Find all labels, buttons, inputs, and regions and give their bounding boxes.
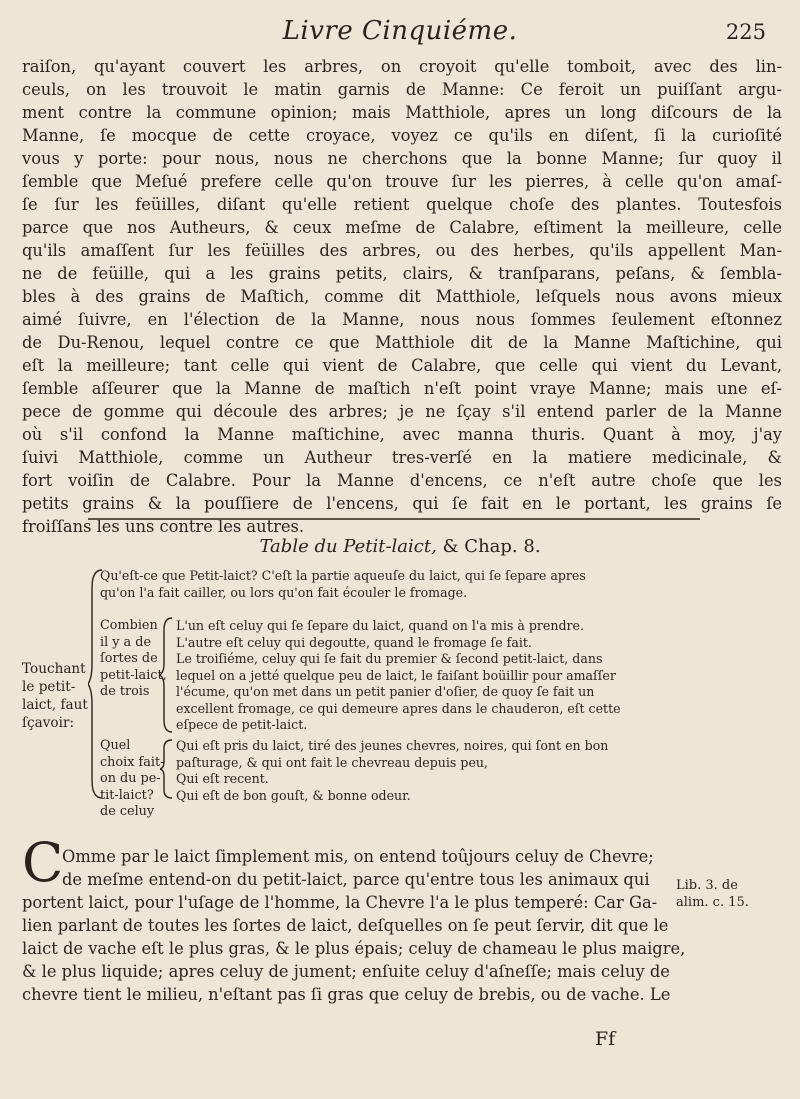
margin-note (676, 877, 749, 911)
text-line: laict de vache eſt le plus gras, & le plus épais; celuy de chameau le plus maigre, (22, 939, 686, 958)
text-line: froiſſans les uns contre les autres. (22, 517, 305, 536)
synopsis-label-line: on du pe- (100, 771, 161, 786)
text-line: de meſme entend-on du petit-laict, parce qu'entre tous les animaux qui (62, 870, 650, 889)
text-line: ne de feüille, qui a les grains petits, clairs, & tranſparans, peſans, & ſembla- (22, 264, 782, 283)
text-line: ſemble aſſeurer que la Manne de maſtich n'eſt point vraye Manne; mais une eſ- (22, 379, 782, 398)
text-line: de Du-Renou, lequel contre ce que Matthiole dit de la Manne Maſtichine, qui (22, 333, 782, 352)
synopsis-line: Qui eſt recent. (176, 771, 269, 786)
text-line: ment contre la commune opinion; mais Matthiole, apres un long diſcours de la (22, 103, 782, 122)
synopsis-label-line: de trois (100, 684, 150, 699)
synopsis-label-line: Quel (100, 738, 131, 753)
synopsis-line: l'écume, qu'on met dans un petit panier d'oſier, de quoy ſe fait un (176, 684, 595, 699)
synopsis-line: L'autre eſt celuy qui degoutte, quand le fromage ſe fait. (176, 634, 532, 650)
synopsis-q2-label (100, 618, 167, 701)
synopsis-q3-label (100, 738, 164, 821)
text-line: qu'ils amaſſent ſur les feüilles des arbres, ou des herbes, qu'ils appellent Man- (22, 241, 782, 260)
text-line: petits grains & la pouſſiere de l'encens, qui ſe fait en le portant, les grains ſe (22, 494, 782, 513)
text-line: bles à des grains de Maſtich, comme dit Matthiole, leſquels nous avons mieux (22, 287, 782, 306)
table-title-rest: & Chap. 8. (442, 536, 541, 557)
q3-brace (160, 738, 174, 800)
text-line: & le plus liquide; apres celuy de jument; enſuite celuy d'aſneſſe; mais celuy de (22, 962, 670, 981)
running-title: Livre Cinquiéme. (282, 16, 518, 46)
synopsis-line: eſpece de petit-laict. (176, 717, 308, 732)
text-line: où s'il confond la Manne maſtichine, avec manna thuris. Quant à moy, j'ay (22, 425, 782, 444)
margin-note-line: Lib. 3. de (676, 878, 738, 893)
synopsis-line: paſturage, & qui ont fait le chevreau depuis peu, (176, 754, 489, 770)
text-line: parce que nos Autheurs, & ceux meſme de Calabre, eſtiment la meilleure, celle (22, 218, 782, 237)
synopsis-label-line: il y a de (100, 634, 152, 650)
drop-cap: C (22, 831, 64, 894)
text-line: raiſon, qu'ayant couvert les arbres, on croyoit qu'elle tomboit, avec des lin- (22, 57, 782, 76)
text-line: ceuls, on les trouvoit le matin garnis de Manne: Ce feroit un puiſſant argu- (22, 80, 782, 99)
text-line: fort voiſin de Calabre. Pour la Manne d'encens, ce n'eſt autre choſe que les (22, 471, 782, 490)
synopsis-line: excellent fromage, ce qui demeure apres dans le chauderon, eſt cette (176, 700, 621, 716)
page-number: 225 (725, 20, 766, 44)
text-line: eſt la meilleure; tant celle qui vient de Calabre, que celle qui vient du Levant, (22, 356, 782, 375)
text-line: ſuivi Matthiole, comme un Autheur tres-verſé en la matiere medicinale, & (22, 448, 782, 467)
text-line: portent laict, pour l'uſage de l'homme, la Chevre l'a le plus temperé: Car Ga- (22, 893, 658, 912)
top-paragraph (22, 55, 782, 538)
text-line: ſe ſur les feüilles, diſant qu'elle retient quelque choſe des plantes. Toutesfois (22, 195, 782, 214)
running-head (0, 16, 800, 50)
text-line: lien parlant de toutes les ſortes de laict, deſquelles on ſe peut ſervir, dit que le (22, 916, 669, 935)
synopsis-label-line: ſortes de (100, 651, 158, 666)
section-divider (88, 518, 700, 520)
margin-note-line: alim. c. 15. (676, 895, 749, 910)
synopsis-label-line: le petit- (22, 679, 76, 695)
text-line: aimé ſuivre, en l'élection de la Manne, nous nous ſommes ſeulement eſtonnez (22, 310, 782, 329)
bottom-paragraph (22, 845, 686, 1006)
synopsis-label-line: tit-laict? (100, 787, 154, 803)
synopsis-label-line: Combien (100, 618, 158, 633)
synopsis-line: qu'on l'a fait cailler, ou lors qu'on fait écouler le fromage. (100, 584, 468, 600)
table-title-italic: Table du Petit-laict, (259, 536, 437, 557)
synopsis-label-line: petit-laict, (100, 667, 167, 683)
text-line: Manne, ſe mocque de cette croyace, voyez ce qu'ils en diſent, ſi la curioſité (22, 126, 782, 145)
synopsis-q3-items (176, 738, 608, 804)
text-line: ſemble que Meſué prefere celle qu'on trouve ſur les pierres, à celle qu'on amaſ- (22, 172, 782, 191)
synopsis-label-line: Touchant (22, 661, 86, 677)
synopsis-q2-items (176, 618, 621, 734)
q2-brace (160, 616, 174, 734)
text-line: chevre tient le milieu, n'eſtant pas ſi gras que celuy de brebis, ou de vache. Le (22, 985, 671, 1004)
synopsis-left-label (22, 660, 88, 732)
synopsis-label-line: laict, faut (22, 697, 88, 713)
synopsis-line: lequel on a jetté quelque peu de laict, le faiſant boüillir pour amaſſer (176, 667, 616, 683)
text-line: vous y porte: pour nous, nous ne cherchons que la bonne Manne; ſur quoy il (22, 149, 782, 168)
synopsis-line: Qui eſt de bon gouſt, & bonne odeur. (176, 787, 411, 803)
synopsis-label-line: de celuy (100, 804, 155, 819)
synopsis-label-line: choix fait- (100, 754, 165, 770)
signature-mark: Ff (595, 1028, 616, 1050)
text-line: Omme par le laict ſimplement mis, on entend toûjours celuy de Chevre; (62, 847, 654, 866)
synopsis-label-line: ſçavoir: (22, 715, 75, 731)
synopsis-line: Qu'eſt-ce que Petit-laict? C'eſt la partie aqueuſe du laict, qui ſe ſepare apres (100, 568, 586, 583)
table-title (0, 536, 800, 557)
synopsis-line: L'un eſt celuy qui ſe ſepare du laict, quand on l'a mis à prendre. (176, 618, 585, 633)
synopsis-line: Qui eſt pris du laict, tiré des jeunes chevres, noires, qui ſont en bon (176, 738, 609, 753)
synopsis-line: Le troiſiéme, celuy qui ſe fait du premier & ſecond petit-laict, dans (176, 651, 603, 666)
synopsis-q1 (100, 568, 586, 601)
text-line: pece de gomme qui découle des arbres; je ne ſçay s'il entend parler de la Manne (22, 402, 782, 421)
